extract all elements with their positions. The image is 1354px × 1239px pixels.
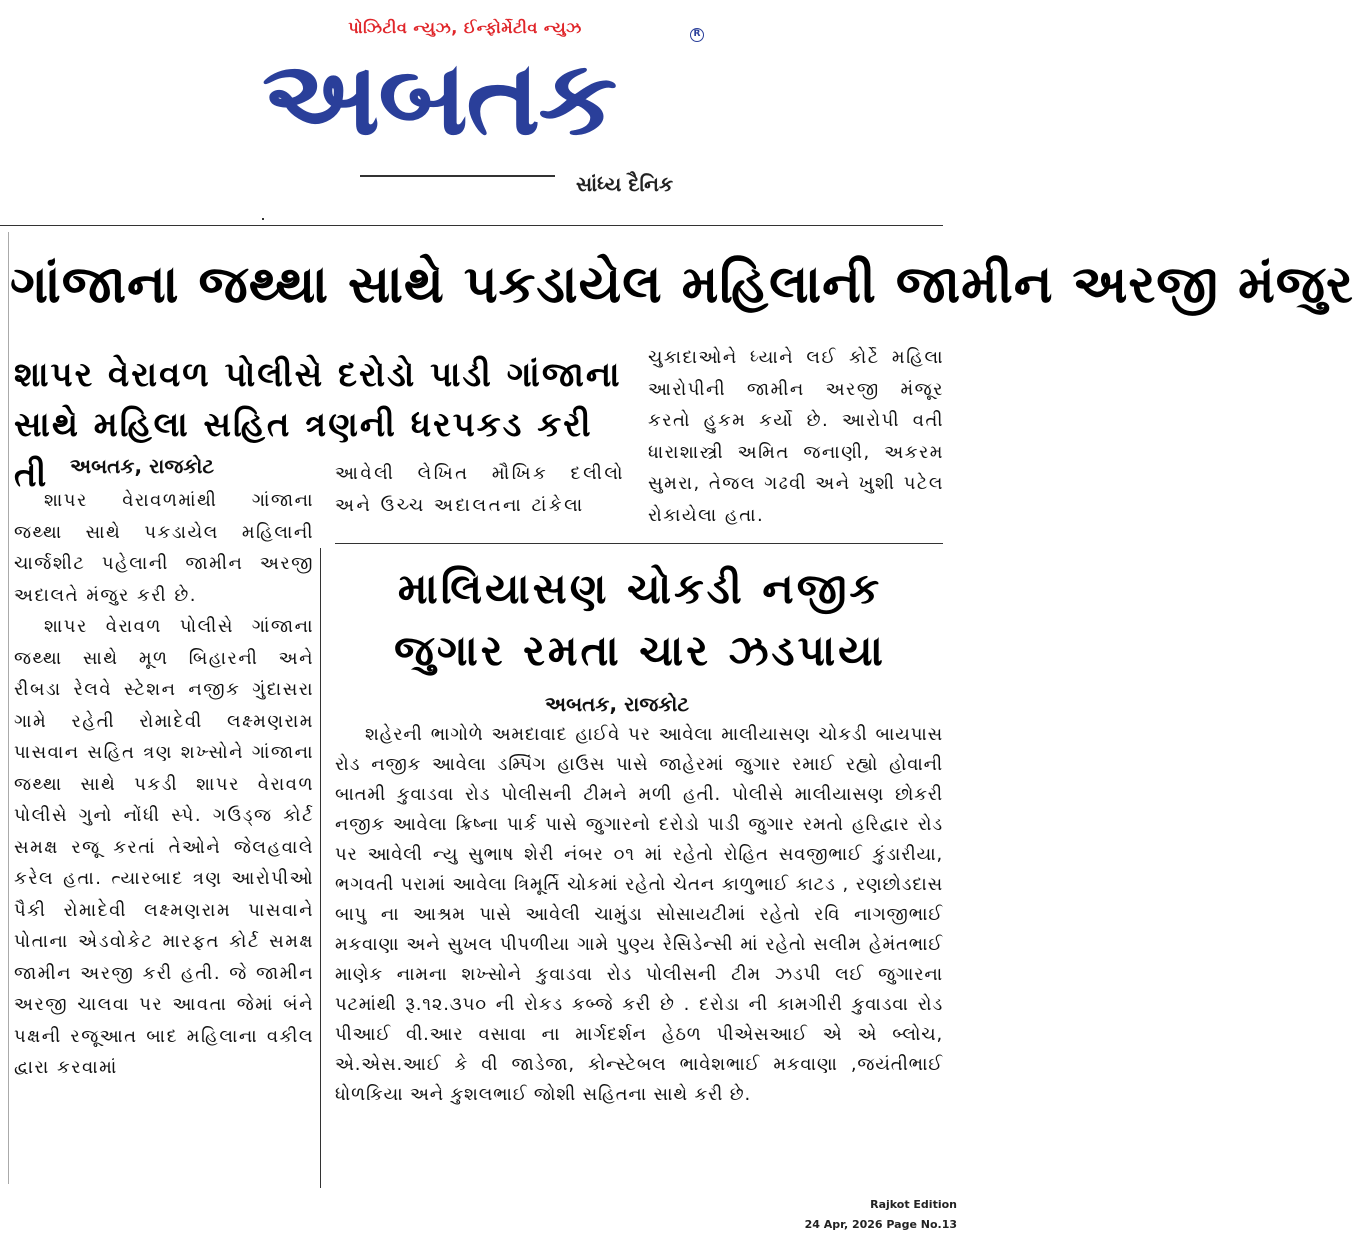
- story2-headline: માલિયાસણ ચોકડી નજીક જુગાર રમતા ચાર ઝડપાયા: [394, 564, 886, 675]
- decorative-dot: [262, 218, 264, 220]
- masthead-logo: [262, 38, 692, 172]
- column-divider: [320, 548, 321, 1188]
- logo-wordmark: અબતક: [262, 38, 616, 159]
- story1-middle-column: [335, 458, 625, 521]
- edition-info: [805, 1195, 957, 1235]
- masthead-tagline: પોઝિટીવ ન્યુઝ, ઈન્ફોર્મેટીવ ન્યુઝ: [348, 18, 582, 37]
- masthead-subtitle: સાંધ્ય દૈનિક: [576, 172, 674, 196]
- story2-body: [335, 720, 943, 1110]
- edition-date-page: 24 Apr, 2026 Page No.13: [804, 1218, 957, 1231]
- story1-paragraph: શાપર વેરાવળ પોલીસે ગાંજાના જથ્થા સાથે મૂળ બિહારની અને રીબડા રેલવે સ્ટેશન નજીક ગુંદાસરા ગામે રહેતી રોમાદેવી લક્ષ્મણરામ પાસવાન સહિત ત્રણ શખ્સોને ગાંજાના જથ્થા સાથે પકડી શાપર વેરાવળ પોલીસે ગુનો નોંધી સ્પે. ગઉડ્જ કોર્ટ સમક્ષ રજૂ કરતાં તેઓને જેલહવાલે કરેલ હતા. ત્યારબાદ ત્રણ આરોપીઓ પૈકી રોમાદેવી લક્ષ્મણરામ પાસવાને પોતાના એડવોકેટ મારફત કોર્ટ સમક્ષ જામીન અરજી કરી હતી. જે જામીન અરજી ચાલવા પર આવતા જેમાં બંને પક્ષની રજૂઆત બાદ મહિલાના વકીલ દ્વારા કરવામાં: [14, 616, 314, 1078]
- story1-subhead: શાપર વેરાવળ પોલીસે દરોડો પાડી ગાંજાના સાથે મહિલા સહિત ત્રણની ધરપકડ કરી તી: [14, 355, 622, 495]
- registered-mark-icon: R: [690, 28, 704, 42]
- story2-paragraph: શહેરની ભાગોળે અમદાવાદ હાઈવે પર આવેલા માલીયાસણ ચોકડી બાયપાસ રોડ નજીક આવેલા ડમ્પિંગ હાઉસ પાસે જાહેરમાં જુગાર રમાઈ રહ્યો હોવાની બાતમી કુવાડવા રોડ પોલીસની ટીમને મળી હતી. પોલીસે માલીયાસણ છોકરી નજીક આવેલા ક્રિષ્ના પાર્ક પાસે જુગારનો દરોડો પાડી જુગાર રમતો હરિદ્વાર રોડ પર આવેલી ન્યુ સુભાષ શેરી નંબર ૦૧ માં રહેતો રોહિત સવજીભાઈ કુંડારીયા, ભગવતી પરામાં આવેલા ત્રિમૂર્તિ ચોકમાં રહેતો ચેતન કાળુભાઈ કાટડ , રણછોડદાસ બાપુ ના આશ્રમ પાસે આવેલી ચામુંડા સોસાયટીમાં રહેતો રવિ નાગજીભાઈ મકવાણા અને સુખલ પીપળીયા ગામે પુણ્ય રેસિડેન્સી માં રહેતો સલીમ હેમંતભાઈ માણેક નામના શખ્સોને કુવાડવા રોડ પોલીસની ટીમ ઝડપી લઈ જુગારના પટમાંથી રૂ.૧૨.૩૫૦ ની રોકડ કબ્જે કરી છે . દરોડા ની કામગીરી કુવાડવા રોડ પીઆઈ વી.આર વસાવા ના માર્ગદર્શન હેઠળ પીએસઆઈ એ એ બ્લોચ, એ.એસ.આઈ કે વી જાડેજા, કોન્સ્ટેબલ ભાવેશભાઈ મકવાણા ,જયંતીભાઈ ધોળકિયા અને કુશલભાઈ જોશી સહિતના સાથે કરી છે.: [335, 724, 943, 1105]
- story1-right-column: [648, 342, 944, 531]
- story1-right-text: ચુકાદાઓને ધ્યાને લઈ કોર્ટે મહિલા આરોપીની જામીન અરજી મંજૂર કરતો હુકમ કર્યો છે. આરોપી વતી ધારાશાસ્ત્રી અમિત જનાણી, અકરમ સુમરા, તેજલ ગઢવી અને ખુશી પટેલ રોકાયેલા હતા.: [648, 347, 944, 526]
- main-headline: ગાંજાના જથ્થા સાથે પકડાયેલ મહિલાની જામીન અરજી મંજુર: [10, 255, 1354, 315]
- header-rule: [0, 225, 943, 226]
- story1-left-column: [14, 485, 314, 1084]
- frame-rule-left: [8, 232, 9, 1184]
- story1-dateline: અબતક, રાજકોટ: [70, 454, 215, 478]
- story2-dateline: અબતક, રાજકોટ: [545, 692, 690, 716]
- story1-middle-text: આવેલી લેખિત મૌખિક દલીલો અને ઉચ્ચ અદાલતના ટાંકેલા: [335, 463, 625, 516]
- masthead-divider: [360, 175, 555, 177]
- story1-paragraph: શાપર વેરાવળમાંથી ગાંજાના જથ્થા સાથે પકડાયેલ મહિલાની ચાર્જશીટ પહેલાની જામીન અરજી અદાલતે મંજુર કરી છે.: [14, 490, 314, 606]
- story2-top-rule: [335, 543, 943, 544]
- edition-name: Rajkot Edition: [870, 1198, 957, 1211]
